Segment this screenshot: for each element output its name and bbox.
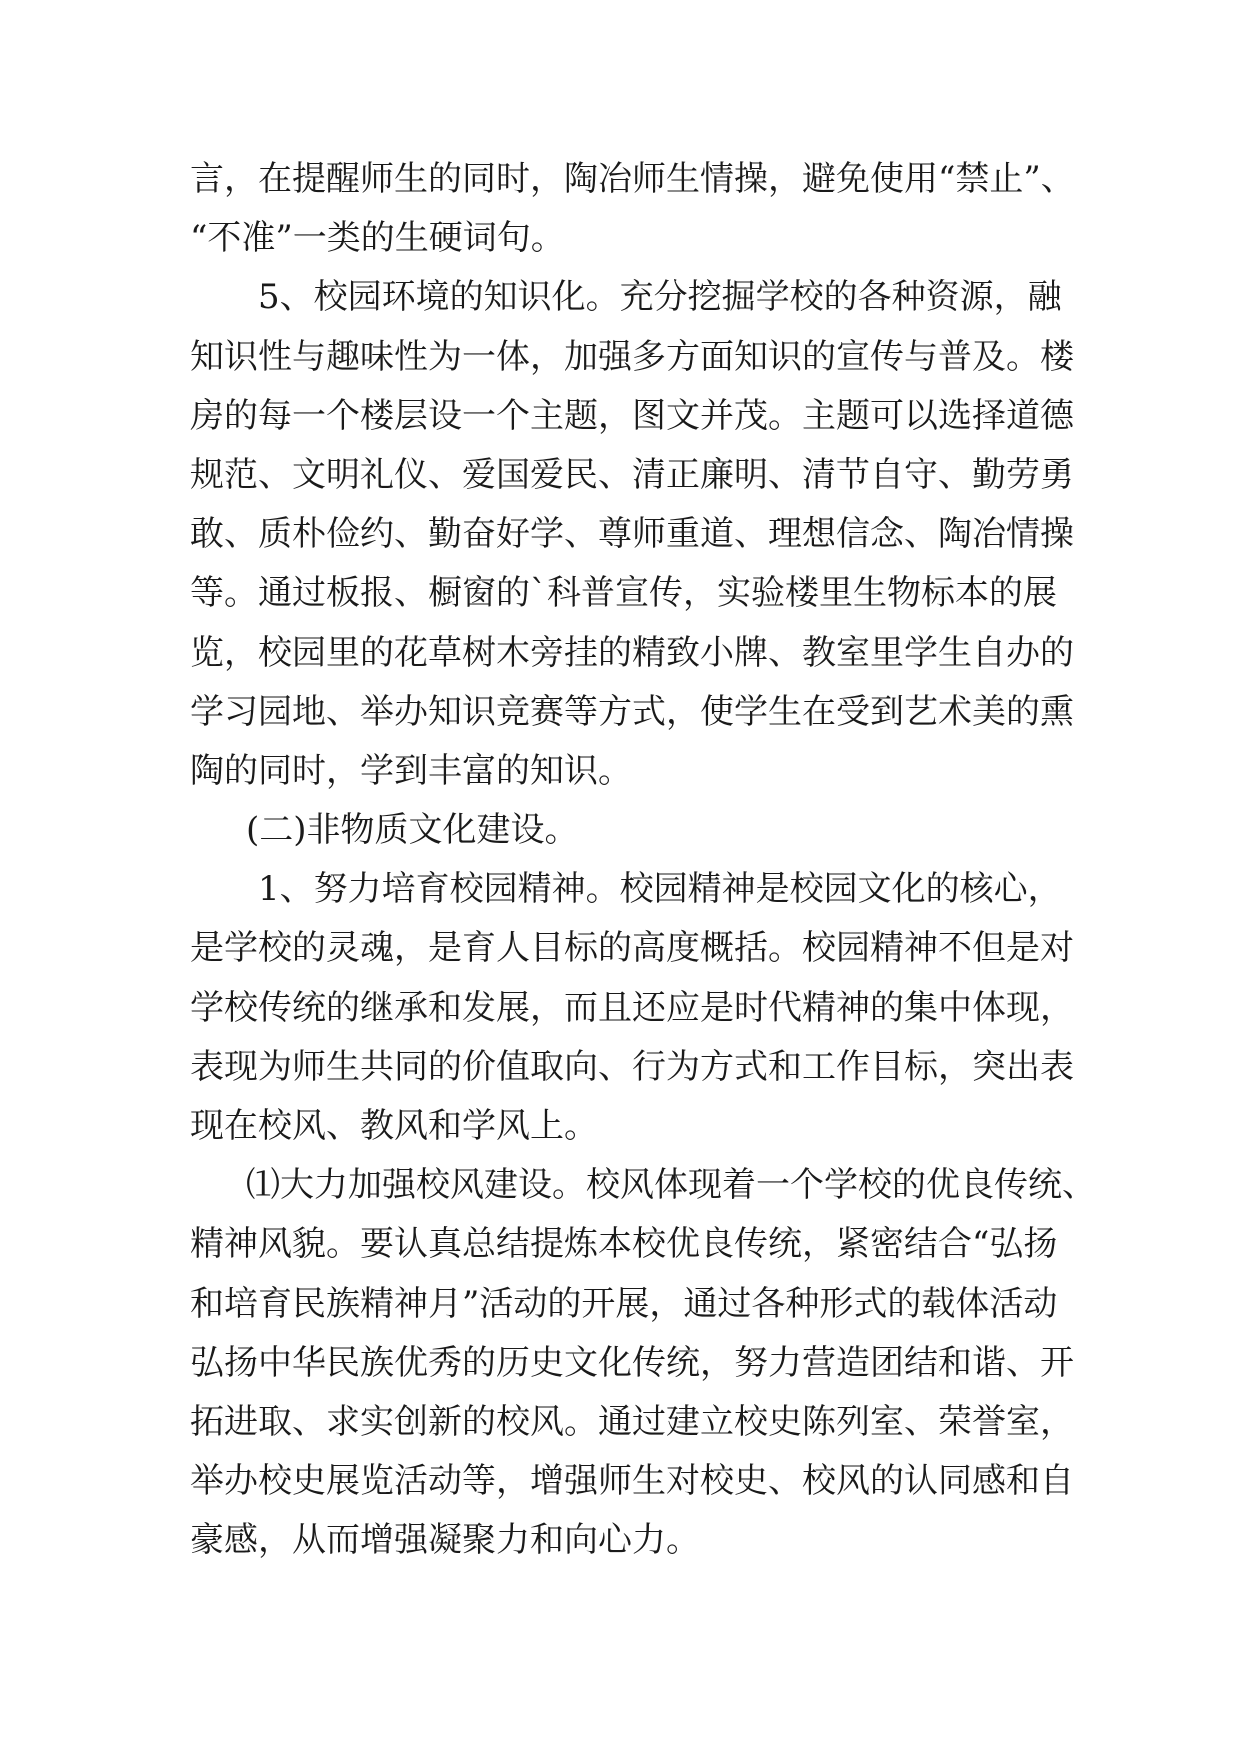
text-line: 5、校园环境的知识化。充分挖掘学校的各种资源，融 (258, 277, 1062, 318)
section-heading: (二)非物质文化建设。 (246, 810, 579, 851)
text-line: 表现为师生共同的价值取向、行为方式和工作目标，突出表 (190, 1046, 1074, 1087)
text-line: 是学校的灵魂，是育人目标的高度概括。校园精神不但是对 (190, 928, 1074, 969)
text-line: 言，在提醒师生的同时，陶冶师生情操，避免使用“禁止”、 (190, 159, 1075, 199)
text-line: 举办校史展览活动等，增强师生对校史、校风的认同感和自 (190, 1461, 1074, 1502)
text-line: 1、努力培育校园精神。校园精神是校园文化的核心， (258, 869, 1062, 910)
text-line: 房的每一个楼层设一个主题，图文并茂。主题可以选择道德 (190, 395, 1074, 436)
text-line: 学习园地、举办知识竞赛等方式，使学生在受到艺术美的熏 (190, 691, 1074, 732)
text-line: 知识性与趣味性为一体，加强多方面知识的宣传与普及。楼 (190, 336, 1074, 377)
text-line: 规范、文明礼仪、爱国爱民、清正廉明、清节自守、勤劳勇 (190, 454, 1074, 495)
body-text (190, 150, 1096, 1571)
text-line: 览，校园里的花草树木旁挂的精致小牌、教室里学生自办的 (190, 632, 1074, 673)
text-line: 精神风貌。要认真总结提炼本校优良传统，紧密结合“弘扬 (190, 1224, 1058, 1265)
text-line: 学校传统的继承和发展，而且还应是时代精神的集中体现， (190, 987, 1074, 1028)
text-line: 现在校风、教风和学风上。 (190, 1106, 598, 1146)
text-line: 豪感，从而增强凝聚力和向心力。 (190, 1520, 700, 1561)
text-line: ⑴大力加强校风建设。校风体现着一个学校的优良传统、 (246, 1165, 1096, 1206)
text-line: 弘扬中华民族优秀的历史文化传统，努力营造团结和谐、开 (190, 1342, 1074, 1383)
text-line: 拓进取、求实创新的校风。通过建立校史陈列室、荣誉室， (190, 1401, 1074, 1442)
text-line: 陶的同时，学到丰富的知识。 (190, 750, 632, 791)
text-line: “不准”一类的生硬词句。 (190, 218, 565, 259)
text-line: 等。通过板报、橱窗的`科普宣传，实验楼里生物标本的展 (190, 573, 1057, 614)
text-line: 和培育民族精神月”活动的开展，通过各种形式的载体活动 (190, 1283, 1058, 1324)
text-line: 敢、质朴俭约、勤奋好学、尊师重道、理想信念、陶冶情操 (190, 514, 1074, 555)
